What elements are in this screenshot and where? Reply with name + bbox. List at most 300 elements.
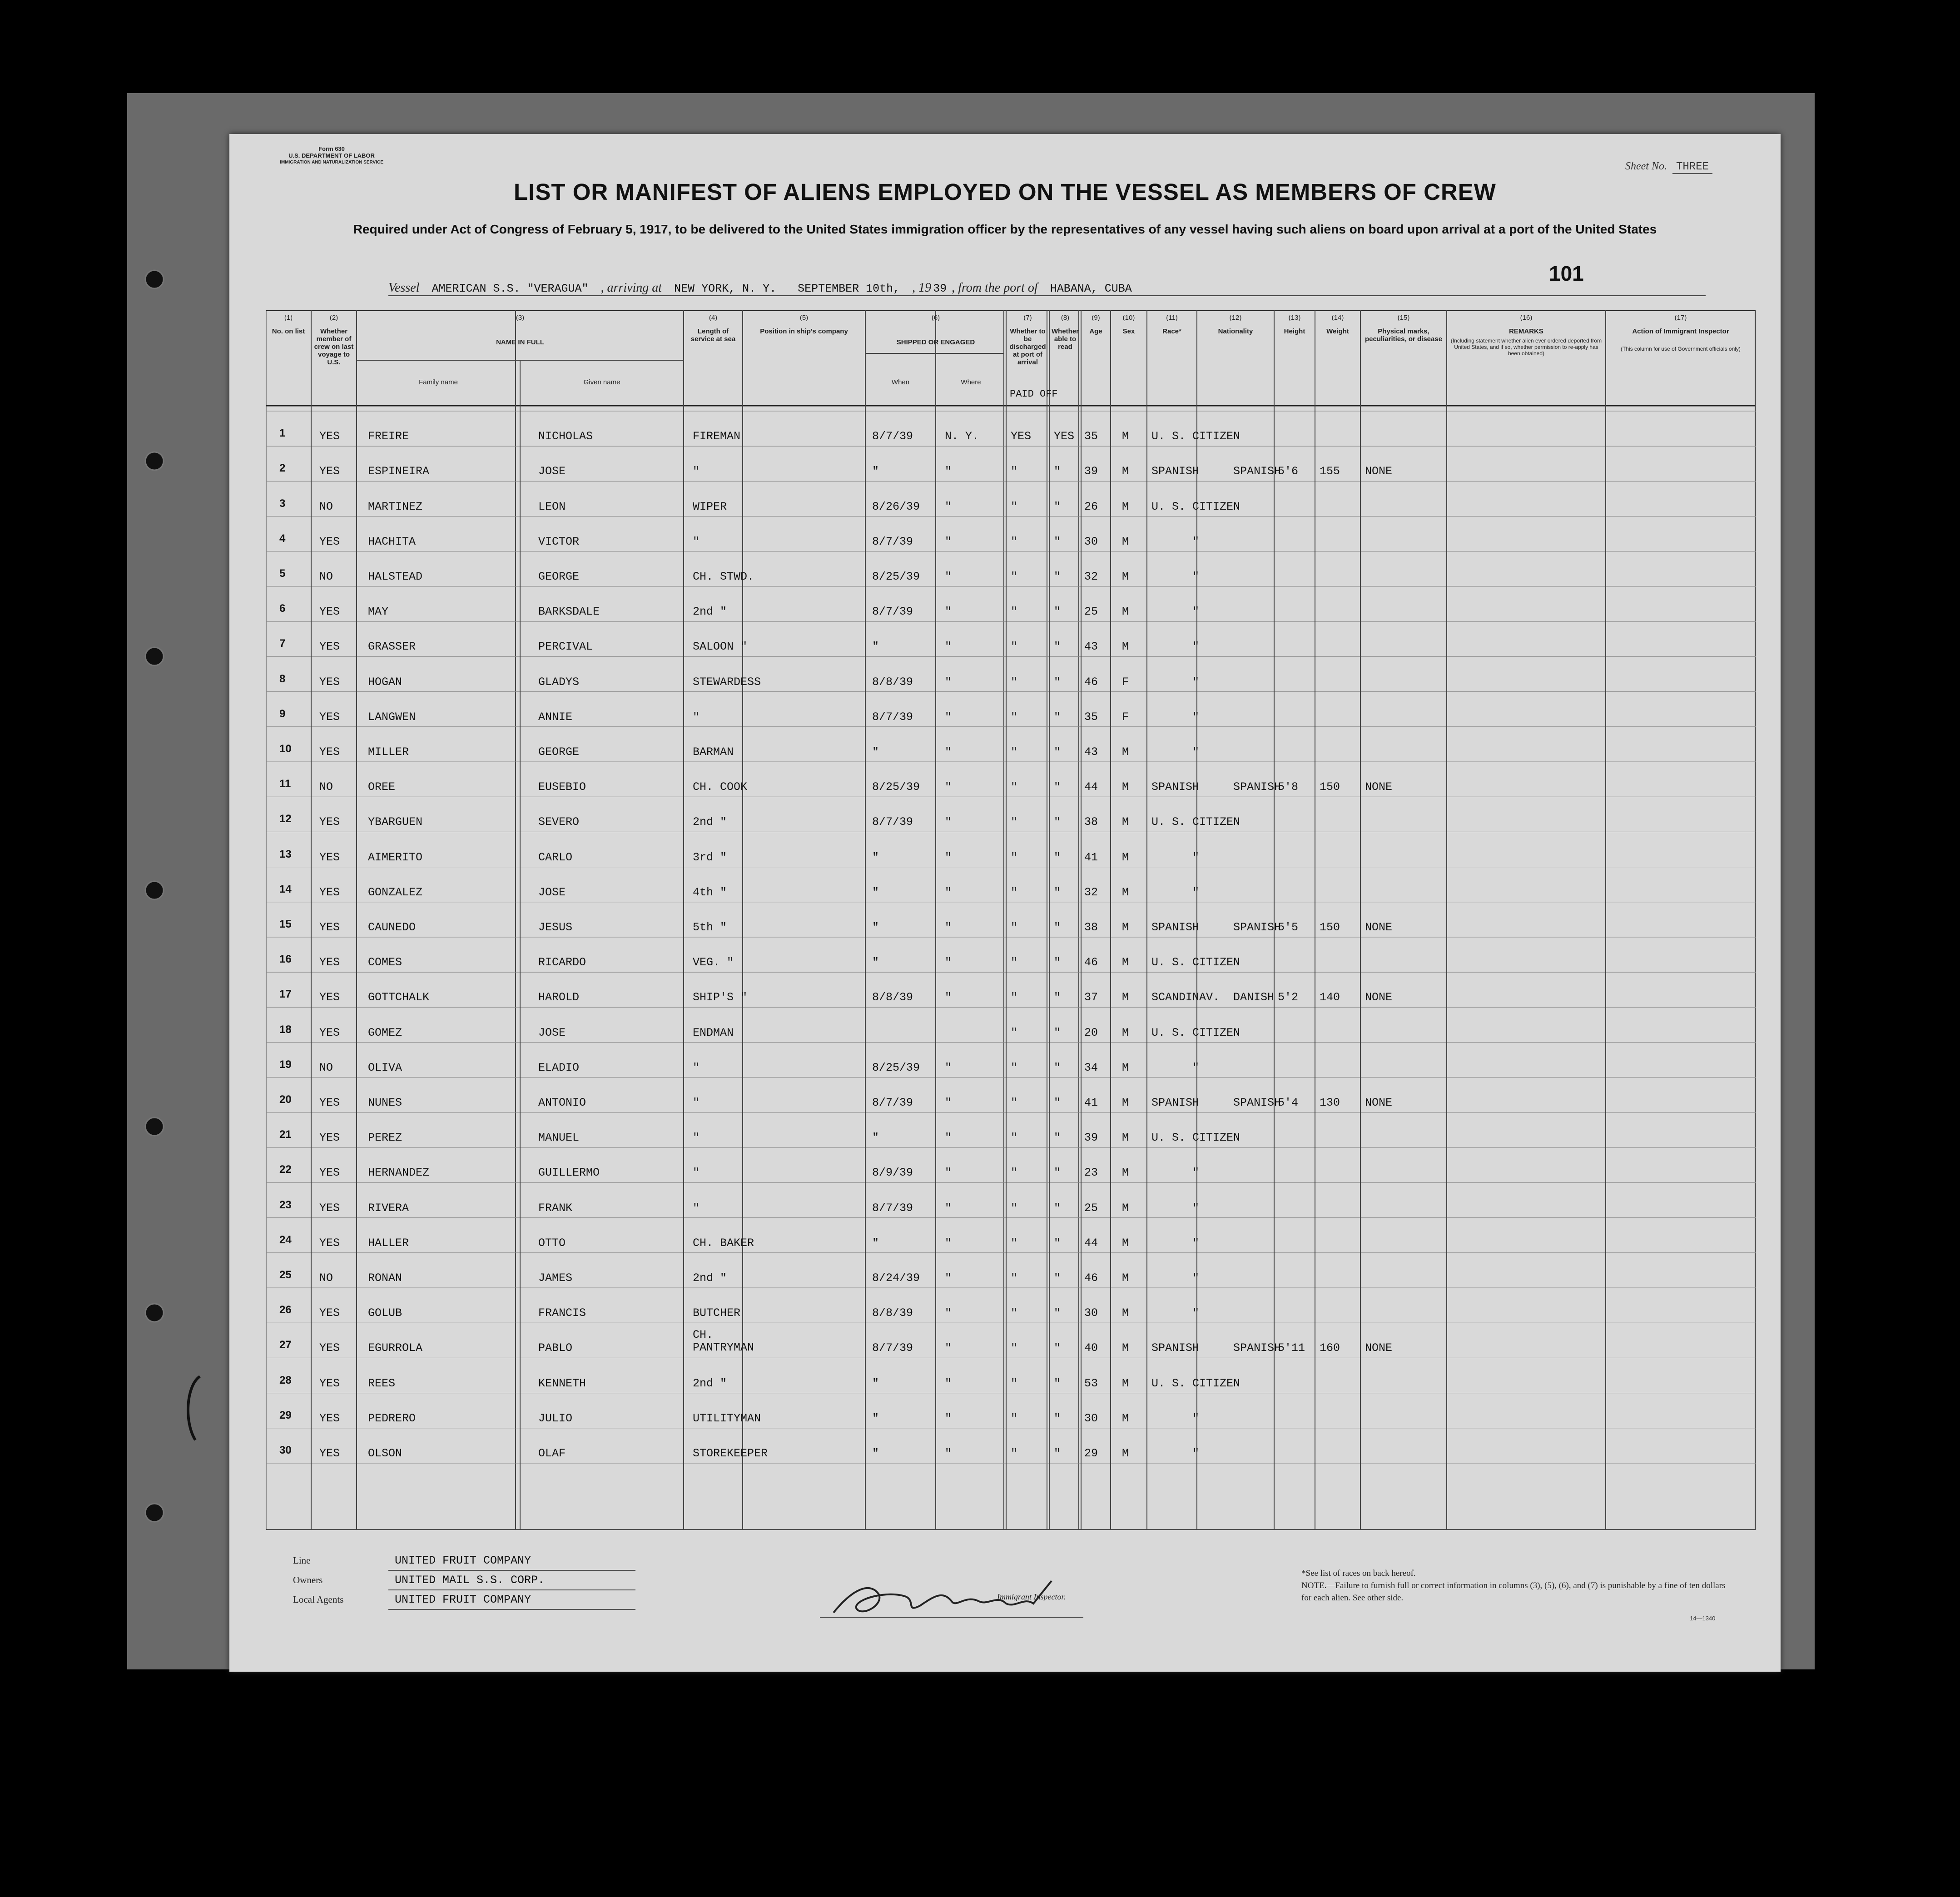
- cell-age: 39: [1084, 465, 1098, 478]
- paid-off-stamp: PAID OFF: [1010, 388, 1058, 400]
- cell-when: 8/7/39: [872, 815, 913, 829]
- cell-family: EGURROLA: [368, 1341, 423, 1355]
- cell-height: 5'2: [1278, 991, 1299, 1004]
- row-number: 24: [279, 1233, 292, 1246]
- cell-given: JESUS: [538, 921, 573, 934]
- penalty-note: NOTE.—Failure to furnish full or correct information in columns (3), (5), (6), and (7) is punishable by a fine of ten dollars for each alien. See other side.: [1301, 1581, 1726, 1603]
- cell-discharged: ": [1011, 745, 1018, 759]
- cell-read: ": [1054, 1201, 1061, 1215]
- column-number: (8): [1061, 314, 1070, 322]
- row-number: 4: [279, 532, 286, 545]
- cell-last-voyage: YES: [319, 1166, 340, 1180]
- arriving-label: , arriving at: [600, 281, 662, 295]
- cell-read: ": [1054, 1341, 1061, 1355]
- arrival-port: NEW YORK, N. Y.: [674, 282, 777, 295]
- cell-family: AIMERITO: [368, 850, 423, 864]
- cell-age: 32: [1084, 885, 1098, 899]
- cell-discharged: ": [1011, 1096, 1018, 1109]
- cell-where: ": [945, 956, 952, 969]
- race-note: *See list of races on back hereof.: [1301, 1569, 1416, 1578]
- cell-where: ": [945, 1447, 952, 1460]
- row-number: 8: [279, 672, 286, 685]
- cell-where: ": [945, 1306, 952, 1320]
- cell-age: 46: [1084, 675, 1098, 689]
- cell-given: VICTOR: [538, 535, 580, 548]
- row-number: 7: [279, 637, 286, 650]
- cell-given: KENNETH: [538, 1376, 586, 1390]
- cell-nationality: SPANISH: [1233, 465, 1281, 478]
- cell-where: ": [945, 535, 952, 548]
- cell-read: ": [1054, 535, 1061, 548]
- cell-marks: NONE: [1365, 1341, 1393, 1355]
- column-header: Race*: [1162, 328, 1181, 335]
- cell-given: PERCIVAL: [538, 640, 593, 654]
- cell-sex: M: [1122, 991, 1129, 1004]
- cell-where: ": [945, 885, 952, 899]
- cell-nationality: SPANISH: [1233, 1341, 1281, 1355]
- cell-position: ": [693, 465, 700, 478]
- cell-sex: M: [1122, 815, 1129, 829]
- cell-given: GEORGE: [538, 570, 580, 583]
- cell-position: ": [693, 1201, 700, 1215]
- cell-read: ": [1054, 1236, 1061, 1250]
- cell-read: ": [1054, 675, 1061, 689]
- cell-family: RONAN: [368, 1271, 402, 1285]
- cell-weight: 130: [1320, 1096, 1340, 1109]
- cell-discharged: ": [1011, 850, 1018, 864]
- cell-last-voyage: YES: [319, 1026, 340, 1039]
- cell-read: ": [1054, 1376, 1061, 1390]
- cell-family: ESPINEIRA: [368, 465, 430, 478]
- cell-race: ": [1192, 1271, 1200, 1285]
- cell-position: VEG. ": [693, 956, 734, 969]
- cell-nationality: SPANISH: [1233, 780, 1281, 794]
- cell-discharged: ": [1011, 991, 1018, 1004]
- cell-position: WIPER: [693, 500, 727, 513]
- cell-where: ": [945, 500, 952, 513]
- year-label: , 19: [912, 281, 932, 295]
- cell-discharged: ": [1011, 1026, 1018, 1039]
- cell-when: 8/8/39: [872, 1306, 913, 1320]
- cell-discharged: ": [1011, 1166, 1018, 1180]
- margin-scribble: [182, 1372, 209, 1445]
- cell-last-voyage: YES: [319, 640, 340, 654]
- cell-weight: 155: [1320, 465, 1340, 478]
- cell-height: 5'8: [1278, 780, 1299, 794]
- row-number: 15: [279, 918, 292, 930]
- cell-given: OLAF: [538, 1447, 566, 1460]
- cell-last-voyage: YES: [319, 1447, 340, 1460]
- column-number: (16): [1520, 314, 1533, 322]
- column-header: REMARKS: [1509, 328, 1543, 335]
- cell-height: 5'6: [1278, 465, 1299, 478]
- cell-race: U. S. CITIZEN: [1151, 956, 1241, 969]
- row-number: 11: [279, 778, 291, 790]
- cell-race: ": [1192, 1411, 1200, 1425]
- cell-position: STEWARDESS: [693, 675, 761, 689]
- cell-read: ": [1054, 1061, 1061, 1074]
- cell-given: JOSE: [538, 1026, 566, 1039]
- column-subheader: When: [891, 378, 910, 386]
- cell-race: ": [1192, 1306, 1200, 1320]
- column-number: (2): [329, 314, 338, 322]
- column-number: (17): [1674, 314, 1687, 322]
- cell-race: ": [1192, 675, 1200, 689]
- cell-read: YES: [1054, 430, 1075, 443]
- cell-sex: M: [1122, 500, 1129, 513]
- cell-where: ": [945, 1411, 952, 1425]
- department-name: U.S. DEPARTMENT OF LABOR: [288, 152, 375, 159]
- cell-sex: M: [1122, 921, 1129, 934]
- cell-discharged: ": [1011, 605, 1018, 619]
- cell-sex: M: [1122, 1306, 1129, 1320]
- row-number: 16: [279, 953, 292, 966]
- cell-sex: M: [1122, 1447, 1129, 1460]
- cell-where: ": [945, 1201, 952, 1215]
- column-number: (3): [516, 314, 525, 322]
- cell-position: ": [693, 1096, 700, 1109]
- cell-age: 43: [1084, 640, 1098, 654]
- cell-read: ": [1054, 1411, 1061, 1425]
- row-number: 25: [279, 1269, 292, 1281]
- cell-family: COMES: [368, 956, 402, 969]
- cell-where: ": [945, 780, 952, 794]
- cell-when: ": [872, 640, 879, 654]
- cell-age: 38: [1084, 815, 1098, 829]
- cell-last-voyage: YES: [319, 710, 340, 724]
- column-number: (1): [284, 314, 293, 322]
- cell-discharged: ": [1011, 1131, 1018, 1145]
- cell-age: 23: [1084, 1166, 1098, 1180]
- cell-discharged: ": [1011, 921, 1018, 934]
- cell-given: JOSE: [538, 885, 566, 899]
- cell-race: U. S. CITIZEN: [1151, 430, 1241, 443]
- cell-family: CAUNEDO: [368, 921, 416, 934]
- manifest-sheet: [229, 134, 1781, 1672]
- cell-when: ": [872, 1447, 879, 1460]
- cell-when: 8/7/39: [872, 605, 913, 619]
- cell-discharged: ": [1011, 1306, 1018, 1320]
- cell-discharged: ": [1011, 1236, 1018, 1250]
- line-value: UNITED FRUIT COMPANY: [388, 1552, 635, 1571]
- cell-family: MARTINEZ: [368, 500, 423, 513]
- cell-weight: 140: [1320, 991, 1340, 1004]
- cell-nationality: SPANISH: [1233, 921, 1281, 934]
- owners-value: UNITED MAIL S.S. CORP.: [388, 1571, 635, 1590]
- cell-age: 43: [1084, 745, 1098, 759]
- cell-position: CH. PANTRYMAN: [693, 1328, 754, 1355]
- column-header: Whether able to read: [1052, 328, 1079, 351]
- row-number: 13: [279, 848, 292, 860]
- cell-when: ": [872, 956, 879, 969]
- column-number: (6): [931, 314, 940, 322]
- column-header: No. on list: [272, 328, 305, 335]
- cell-when: 8/8/39: [872, 675, 913, 689]
- row-number: 28: [279, 1374, 292, 1386]
- cell-discharged: ": [1011, 1341, 1018, 1355]
- cell-when: ": [872, 850, 879, 864]
- cell-read: ": [1054, 850, 1061, 864]
- cell-where: ": [945, 1236, 952, 1250]
- cell-marks: NONE: [1365, 921, 1393, 934]
- cell-last-voyage: NO: [319, 570, 333, 583]
- cell-discharged: ": [1011, 1061, 1018, 1074]
- cell-sex: M: [1122, 885, 1129, 899]
- sheet-number-label: Sheet No.: [1625, 160, 1667, 172]
- cell-race: ": [1192, 1201, 1200, 1215]
- cell-where: ": [945, 640, 952, 654]
- cell-read: ": [1054, 1096, 1061, 1109]
- cell-where: ": [945, 1341, 952, 1355]
- cell-last-voyage: YES: [319, 605, 340, 619]
- cell-sex: M: [1122, 570, 1129, 583]
- cell-when: ": [872, 921, 879, 934]
- cell-sex: M: [1122, 1096, 1129, 1109]
- cell-age: 39: [1084, 1131, 1098, 1145]
- cell-last-voyage: NO: [319, 1061, 333, 1074]
- cell-family: OLIVA: [368, 1061, 402, 1074]
- cell-age: 25: [1084, 1201, 1098, 1215]
- cell-age: 30: [1084, 535, 1098, 548]
- cell-where: ": [945, 1061, 952, 1074]
- row-number: 1: [279, 427, 286, 440]
- row-number: 5: [279, 567, 286, 580]
- column-header: Position in ship's company: [760, 328, 848, 335]
- print-code: 14—1340: [1690, 1615, 1716, 1622]
- cell-where: N. Y.: [945, 430, 979, 443]
- cell-race: SPANISH: [1151, 921, 1200, 934]
- cell-discharged: ": [1011, 710, 1018, 724]
- cell-family: HERNANDEZ: [368, 1166, 430, 1180]
- cell-race: ": [1192, 1447, 1200, 1460]
- column-header: Action of Immigrant Inspector: [1632, 328, 1729, 335]
- cell-when: ": [872, 1236, 879, 1250]
- cell-race: SPANISH: [1151, 1341, 1200, 1355]
- cell-position: ": [693, 1131, 700, 1145]
- cell-where: ": [945, 850, 952, 864]
- cell-given: BARKSDALE: [538, 605, 600, 619]
- cell-read: ": [1054, 815, 1061, 829]
- cell-given: GEORGE: [538, 745, 580, 759]
- cell-when: 8/7/39: [872, 710, 913, 724]
- cell-position: ": [693, 710, 700, 724]
- column-header: Height: [1284, 328, 1305, 335]
- column-number: (14): [1331, 314, 1344, 322]
- cell-sex: M: [1122, 1341, 1129, 1355]
- column-header: Whether to be discharged at port of arrival: [1009, 328, 1046, 366]
- cell-discharged: ": [1011, 675, 1018, 689]
- cell-given: RICARDO: [538, 956, 586, 969]
- cell-discharged: ": [1011, 465, 1018, 478]
- cell-family: HALLER: [368, 1236, 409, 1250]
- row-number: 12: [279, 813, 292, 825]
- cell-family: MILLER: [368, 745, 409, 759]
- cell-given: ANTONIO: [538, 1096, 586, 1109]
- cell-family: FREIRE: [368, 430, 409, 443]
- cell-last-voyage: YES: [319, 815, 340, 829]
- arrival-date: SEPTEMBER 10th,: [798, 282, 900, 295]
- cell-last-voyage: NO: [319, 500, 333, 513]
- cell-discharged: ": [1011, 1411, 1018, 1425]
- cell-when: 8/8/39: [872, 991, 913, 1004]
- cell-where: ": [945, 570, 952, 583]
- cell-where: ": [945, 1271, 952, 1285]
- cell-given: LEON: [538, 500, 566, 513]
- cell-family: OLSON: [368, 1447, 402, 1460]
- crew-table: [266, 310, 1756, 1530]
- cell-where: ": [945, 815, 952, 829]
- cell-position: BUTCHER: [693, 1306, 741, 1320]
- cell-when: ": [872, 1411, 879, 1425]
- cell-last-voyage: YES: [319, 956, 340, 969]
- cell-where: ": [945, 1166, 952, 1180]
- cell-given: EUSEBIO: [538, 780, 586, 794]
- cell-sex: M: [1122, 850, 1129, 864]
- cell-given: GUILLERMO: [538, 1166, 600, 1180]
- cell-last-voyage: YES: [319, 675, 340, 689]
- cell-read: ": [1054, 991, 1061, 1004]
- cell-race: ": [1192, 1166, 1200, 1180]
- cell-given: ELADIO: [538, 1061, 580, 1074]
- cell-race: SCANDINAV.: [1151, 991, 1220, 1004]
- cell-family: OREE: [368, 780, 396, 794]
- cell-when: 8/26/39: [872, 500, 920, 513]
- column-header: Weight: [1326, 328, 1349, 335]
- cell-given: GLADYS: [538, 675, 580, 689]
- column-number: (10): [1122, 314, 1135, 322]
- cell-when: ": [872, 885, 879, 899]
- cell-age: 25: [1084, 605, 1098, 619]
- row-number: 17: [279, 988, 292, 1001]
- cell-height: 5'11: [1278, 1341, 1305, 1355]
- cell-discharged: ": [1011, 640, 1018, 654]
- column-header: Nationality: [1218, 328, 1253, 335]
- cell-last-voyage: YES: [319, 1376, 340, 1390]
- cell-read: ": [1054, 1026, 1061, 1039]
- column-note: (This column for use of Government officials only): [1621, 346, 1741, 352]
- cell-age: 41: [1084, 1096, 1098, 1109]
- cell-position: ": [693, 1166, 700, 1180]
- column-header: Physical marks, peculiarities, or disease: [1365, 328, 1443, 343]
- cell-age: 44: [1084, 1236, 1098, 1250]
- column-header: SHIPPED OR ENGAGED: [896, 338, 975, 346]
- cell-read: ": [1054, 640, 1061, 654]
- cell-race: U. S. CITIZEN: [1151, 1131, 1241, 1145]
- cell-family: PEDRERO: [368, 1411, 416, 1425]
- column-header: NAME IN FULL: [496, 338, 544, 346]
- cell-last-voyage: YES: [319, 1411, 340, 1425]
- row-number: 26: [279, 1304, 292, 1316]
- cell-read: ": [1054, 745, 1061, 759]
- cell-read: ": [1054, 780, 1061, 794]
- cell-marks: NONE: [1365, 991, 1393, 1004]
- cell-where: ": [945, 1096, 952, 1109]
- cell-weight: 150: [1320, 780, 1340, 794]
- cell-age: 20: [1084, 1026, 1098, 1039]
- cell-family: HOGAN: [368, 675, 402, 689]
- owners-label: Owners: [293, 1574, 323, 1585]
- cell-sex: M: [1122, 1166, 1129, 1180]
- cell-sex: M: [1122, 1376, 1129, 1390]
- agents-label: Local Agents: [293, 1594, 344, 1605]
- cell-race: ": [1192, 1236, 1200, 1250]
- cell-last-voyage: YES: [319, 1131, 340, 1145]
- cell-position: ": [693, 1061, 700, 1074]
- row-number: 29: [279, 1409, 292, 1421]
- cell-last-voyage: NO: [319, 780, 333, 794]
- column-subheader: Family name: [419, 378, 458, 386]
- column-number: (4): [709, 314, 718, 322]
- cell-sex: M: [1122, 430, 1129, 443]
- cell-sex: M: [1122, 1271, 1129, 1285]
- cell-where: ": [945, 465, 952, 478]
- cell-sex: F: [1122, 710, 1129, 724]
- column-subheader: Given name: [583, 378, 620, 386]
- agents-value: UNITED FRUIT COMPANY: [388, 1591, 635, 1610]
- cell-age: 30: [1084, 1306, 1098, 1320]
- cell-weight: 160: [1320, 1341, 1340, 1355]
- cell-race: ": [1192, 570, 1200, 583]
- cell-family: LANGWEN: [368, 710, 416, 724]
- cell-family: NUNES: [368, 1096, 402, 1109]
- cell-age: 30: [1084, 1411, 1098, 1425]
- cell-family: GONZALEZ: [368, 885, 423, 899]
- column-number: (9): [1092, 314, 1100, 322]
- cell-when: 8/7/39: [872, 1341, 913, 1355]
- form-info: [273, 145, 391, 166]
- vessel-line: [388, 281, 1706, 296]
- row-number: 2: [279, 462, 286, 475]
- cell-last-voyage: YES: [319, 1306, 340, 1320]
- cell-given: NICHOLAS: [538, 430, 593, 443]
- cell-where: ": [945, 710, 952, 724]
- cell-last-voyage: YES: [319, 991, 340, 1004]
- manifest-title: LIST OR MANIFEST OF ALIENS EMPLOYED ON THE VESSEL AS MEMBERS OF CREW: [514, 179, 1496, 205]
- footer-notes: [1301, 1567, 1737, 1604]
- cell-where: ": [945, 991, 952, 1004]
- cell-given: OTTO: [538, 1236, 566, 1250]
- cell-read: ": [1054, 710, 1061, 724]
- cell-sex: M: [1122, 605, 1129, 619]
- cell-position: 2nd ": [693, 605, 727, 619]
- cell-position: CH. STWD.: [693, 570, 754, 583]
- cell-age: 26: [1084, 500, 1098, 513]
- cell-where: ": [945, 675, 952, 689]
- sheet-number-value: THREE: [1672, 161, 1712, 174]
- cell-position: BARMAN: [693, 745, 734, 759]
- cell-sex: M: [1122, 956, 1129, 969]
- cell-family: REES: [368, 1376, 396, 1390]
- cell-position: ENDMAN: [693, 1026, 734, 1039]
- cell-last-voyage: YES: [319, 745, 340, 759]
- cell-when: 8/7/39: [872, 535, 913, 548]
- cell-family: PEREZ: [368, 1131, 402, 1145]
- cell-read: ": [1054, 605, 1061, 619]
- cell-family: GOTTCHALK: [368, 991, 430, 1004]
- cell-given: JOSE: [538, 465, 566, 478]
- cell-last-voyage: YES: [319, 535, 340, 548]
- cell-given: CARLO: [538, 850, 573, 864]
- line-label: Line: [293, 1555, 311, 1566]
- cell-discharged: ": [1011, 1271, 1018, 1285]
- from-label: , from the port of: [952, 281, 1038, 295]
- inspector-label: Immigrant Inspector.: [997, 1592, 1066, 1601]
- cell-read: ": [1054, 1447, 1061, 1460]
- cell-given: FRANK: [538, 1201, 573, 1215]
- cell-height: 5'5: [1278, 921, 1299, 934]
- cell-discharged: YES: [1011, 430, 1032, 443]
- cell-sex: F: [1122, 675, 1129, 689]
